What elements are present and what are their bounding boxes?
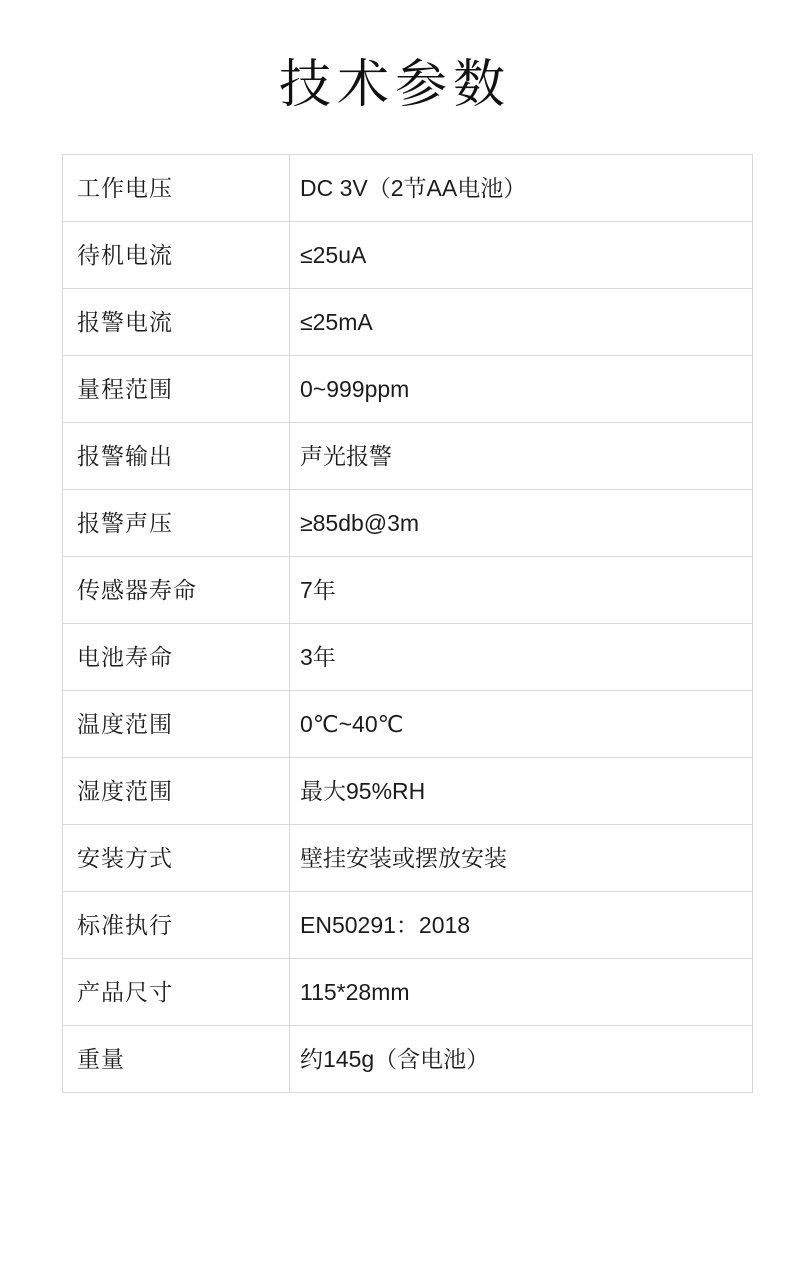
spec-table-body	[63, 155, 753, 1093]
spec-label-operating-voltage: 工作电压	[63, 155, 290, 222]
spec-value-temperature-range: 0℃~40℃	[290, 691, 753, 758]
table-row	[63, 289, 753, 356]
table-row	[63, 356, 753, 423]
spec-label-sensor-life: 传感器寿命	[63, 557, 290, 624]
table-row	[63, 1026, 753, 1093]
spec-value-operating-voltage: DC 3V（2节AA电池）	[290, 155, 753, 222]
table-row	[63, 490, 753, 557]
spec-value-alarm-output: 声光报警	[290, 423, 753, 490]
spec-value-installation-method: 壁挂安装或摆放安装	[290, 825, 753, 892]
spec-table-container	[62, 154, 728, 1093]
table-row	[63, 624, 753, 691]
spec-value-weight: 约145g（含电池）	[290, 1026, 753, 1093]
spec-value-battery-life: 3年	[290, 624, 753, 691]
spec-value-alarm-sound-pressure: ≥85db@3m	[290, 490, 753, 557]
spec-label-humidity-range: 湿度范围	[63, 758, 290, 825]
spec-label-alarm-output: 报警输出	[63, 423, 290, 490]
spec-label-weight: 重量	[63, 1026, 290, 1093]
table-row	[63, 222, 753, 289]
spec-label-alarm-sound-pressure: 报警声压	[63, 490, 290, 557]
spec-value-standby-current: ≤25uA	[290, 222, 753, 289]
table-row	[63, 423, 753, 490]
spec-value-product-size: 115*28mm	[290, 959, 753, 1026]
table-row	[63, 825, 753, 892]
spec-label-temperature-range: 温度范围	[63, 691, 290, 758]
table-row	[63, 892, 753, 959]
spec-value-measuring-range: 0~999ppm	[290, 356, 753, 423]
spec-label-alarm-current: 报警电流	[63, 289, 290, 356]
spec-label-measuring-range: 量程范围	[63, 356, 290, 423]
spec-value-sensor-life: 7年	[290, 557, 753, 624]
spec-value-humidity-range: 最大95%RH	[290, 758, 753, 825]
table-row	[63, 557, 753, 624]
spec-label-standby-current: 待机电流	[63, 222, 290, 289]
spec-label-product-size: 产品尺寸	[63, 959, 290, 1026]
spec-value-alarm-current: ≤25mA	[290, 289, 753, 356]
spec-value-standard-compliance: EN50291：2018	[290, 892, 753, 959]
table-row	[63, 758, 753, 825]
spec-label-installation-method: 安装方式	[63, 825, 290, 892]
table-row	[63, 959, 753, 1026]
table-row	[63, 155, 753, 222]
technical-specifications-table	[62, 154, 753, 1093]
page-title: 技术参数	[278, 56, 511, 114]
spec-label-battery-life: 电池寿命	[63, 624, 290, 691]
spec-label-standard-compliance: 标准执行	[63, 892, 290, 959]
table-row	[63, 691, 753, 758]
